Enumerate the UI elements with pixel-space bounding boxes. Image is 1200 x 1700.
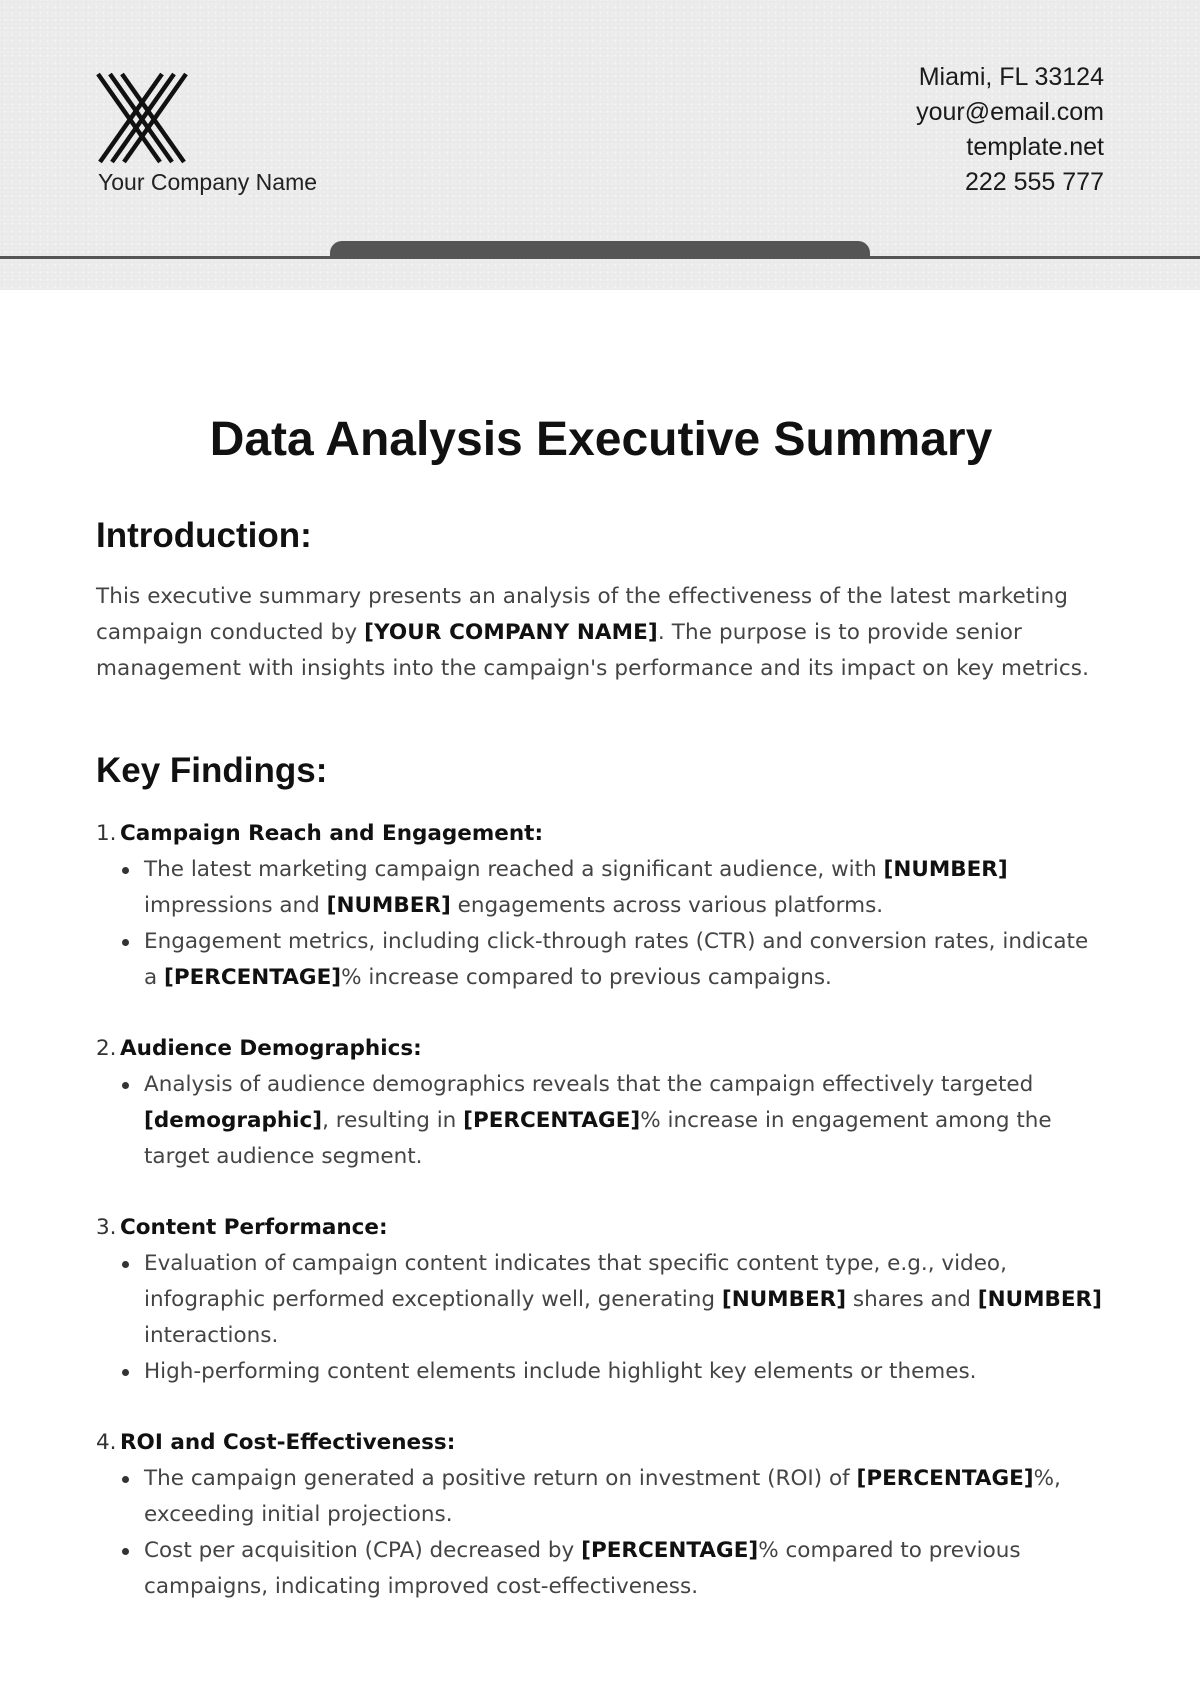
finding-bullet xyxy=(120,1067,1106,1175)
bullet-text: % increase compared to previous campaigns. xyxy=(341,965,832,990)
header-divider xyxy=(0,256,1200,259)
intro-text-after: . The purpose is to provide senior management with insights into the campaign's performance and its impact on key metrics. xyxy=(96,620,1090,681)
placeholder-text: [PERCENTAGE] xyxy=(164,965,342,990)
finding-spacer xyxy=(96,996,1106,1031)
bullet-text: interactions. xyxy=(144,1323,279,1348)
finding-item xyxy=(96,1425,1106,1605)
bullet-text: The latest marketing campaign reached a significant audience, with xyxy=(144,857,884,882)
contact-email[interactable]: your@email.com xyxy=(916,98,1104,126)
bullet-text: The campaign generated a positive return on investment (ROI) of xyxy=(144,1466,857,1491)
finding-title-text: Campaign Reach and Engagement: xyxy=(120,821,544,846)
placeholder-text: [NUMBER] xyxy=(883,857,1008,882)
finding-bullets xyxy=(96,1461,1106,1605)
finding-bullets xyxy=(96,1067,1106,1175)
finding-bullets xyxy=(96,1246,1106,1390)
finding-title xyxy=(96,1210,1106,1246)
key-findings-heading: Key Findings: xyxy=(96,751,328,790)
document-body xyxy=(96,410,1106,1605)
bullet-text: , resulting in xyxy=(322,1108,464,1133)
placeholder-text: [NUMBER] xyxy=(326,893,451,918)
contact-website[interactable]: template.net xyxy=(966,133,1104,161)
contact-phone: 222 555 777 xyxy=(964,168,1104,196)
placeholder-text: [NUMBER] xyxy=(977,1287,1102,1312)
contact-address: Miami, FL 33124 xyxy=(918,63,1104,91)
finding-item xyxy=(96,1210,1106,1390)
finding-bullet xyxy=(120,1246,1106,1354)
introduction-paragraph xyxy=(96,579,1106,687)
bullet-text: impressions and xyxy=(144,893,327,918)
letterhead xyxy=(0,0,1200,290)
bullet-text: engagements across various platforms. xyxy=(450,893,884,918)
finding-title-text: ROI and Cost-Effectiveness: xyxy=(120,1430,456,1455)
finding-item xyxy=(96,816,1106,996)
finding-bullet xyxy=(120,924,1106,996)
finding-item xyxy=(96,1031,1106,1175)
bullet-text: %, exceeding initial projections. xyxy=(144,1466,1061,1527)
finding-title xyxy=(96,816,1106,852)
bullet-text: Cost per acquisition (CPA) decreased by xyxy=(144,1538,582,1563)
bullet-text: shares and xyxy=(846,1287,978,1312)
bullet-text: % increase in engagement among the target audience segment. xyxy=(144,1108,1052,1169)
finding-number: 4. xyxy=(96,1430,117,1455)
finding-title xyxy=(96,1031,1106,1067)
page-title: Data Analysis Executive Summary xyxy=(209,413,993,466)
finding-bullet xyxy=(120,852,1106,924)
finding-number: 2. xyxy=(96,1036,117,1061)
finding-number: 3. xyxy=(96,1215,117,1240)
key-findings-list xyxy=(96,816,1106,1605)
placeholder-text: [NUMBER] xyxy=(721,1287,847,1312)
finding-spacer xyxy=(96,1175,1106,1210)
finding-title xyxy=(96,1425,1106,1461)
bullet-text: High-performing content elements include highlight key elements or themes. xyxy=(144,1359,977,1384)
finding-title-text: Content Performance: xyxy=(120,1215,388,1240)
bullet-text: Analysis of audience demographics reveals that the campaign effectively targeted xyxy=(144,1072,1034,1097)
bullet-text: Evaluation of campaign content indicates that specific content type, e.g., video, infographic performed exceptionally well, generating xyxy=(144,1251,1007,1312)
finding-bullet xyxy=(120,1354,1106,1390)
contact-block xyxy=(916,60,1104,200)
finding-spacer xyxy=(96,1390,1106,1425)
placeholder-text: [demographic] xyxy=(144,1108,323,1133)
finding-bullets xyxy=(96,852,1106,996)
company-logo-icon xyxy=(96,72,188,164)
finding-bullet xyxy=(120,1533,1106,1605)
finding-bullet xyxy=(120,1461,1106,1533)
placeholder-text: [PERCENTAGE] xyxy=(581,1538,759,1563)
bullet-text: % compared to previous campaigns, indicating improved cost-effectiveness. xyxy=(144,1538,1021,1599)
placeholder-text: [PERCENTAGE] xyxy=(463,1108,641,1133)
intro-company-placeholder: [YOUR COMPANY NAME] xyxy=(364,620,658,645)
finding-number: 1. xyxy=(96,821,117,846)
placeholder-text: [PERCENTAGE] xyxy=(856,1466,1034,1491)
bullet-text: Engagement metrics, including click-through rates (CTR) and conversion rates, indicate a xyxy=(144,929,1089,990)
introduction-heading: Introduction: xyxy=(96,516,312,555)
company-name: Your Company Name xyxy=(98,169,318,195)
finding-title-text: Audience Demographics: xyxy=(120,1036,422,1061)
intro-text-before: This executive summary presents an analysis of the effectiveness of the latest marketing campaign conducted by xyxy=(96,584,1068,645)
